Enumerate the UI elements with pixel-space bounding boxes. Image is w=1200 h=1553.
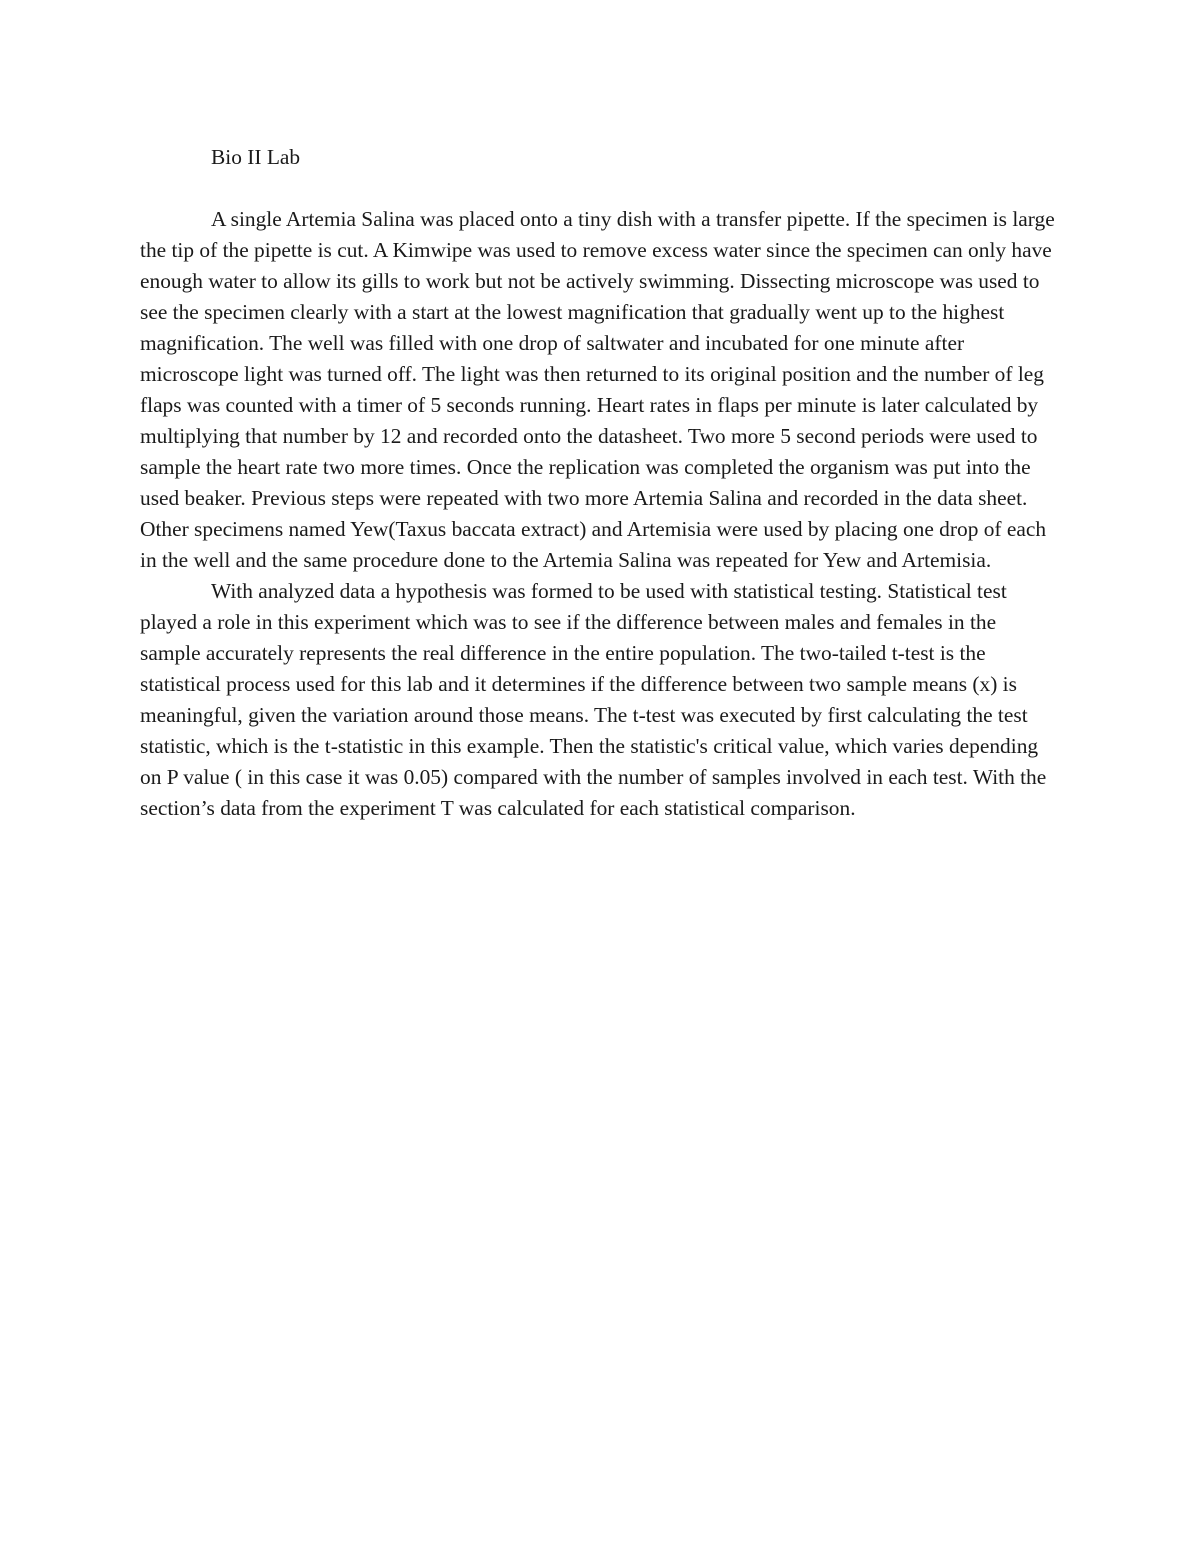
paragraph-statistics: With analyzed data a hypothesis was formed to be used with statistical testing. Statistical test played a role in this experiment which was to see if the difference between males and females in the sample accurately represents the real difference in the entire population. The two-tailed t-test is the statistical process used for this lab and it determines if the difference between two sample means (x) is meaningful, given the variation around those means. The t-test was executed by first calculating the test statistic, which is the t-statistic in this example. Then the statistic's critical value, which varies depending on P value ( in this case it was 0.05) compared with the number of samples involved in each test. With the section’s data from the experiment T was calculated for each statistical comparison. [140, 579, 1047, 820]
paragraph-methods: A single Artemia Salina was placed onto a tiny dish with a transfer pipette. If the specimen is large the tip of the pipette is cut. A Kimwipe was used to remove excess water since the specimen can only have enough water to allow its gills to work but not be actively swimming. Dissecting microscope was used to see the specimen clearly with a start at the lowest magnification that gradually went up to the highest magnification. The well was filled with one drop of saltwater and incubated for one minute after microscope light was turned off. The light was then returned to its original position and the number of leg flaps was counted with a timer of 5 seconds running. Heart rates in flaps per minute is later calculated by multiplying that number by 12 and recorded onto the datasheet. Two more 5 second periods were used to sample the heart rate two more times. Once the replication was completed the organism was put into the used beaker. Previous steps were repeated with two more Artemia Salina and recorded in the data sheet. Other specimens named Yew(Taxus baccata extract) and Artemisia were used by placing one drop of each in the well and the same procedure done to the Artemia Salina was repeated for Yew and Artemisia. [140, 207, 1055, 572]
document-body [140, 142, 1060, 824]
page-title: Bio II Lab [211, 145, 301, 169]
